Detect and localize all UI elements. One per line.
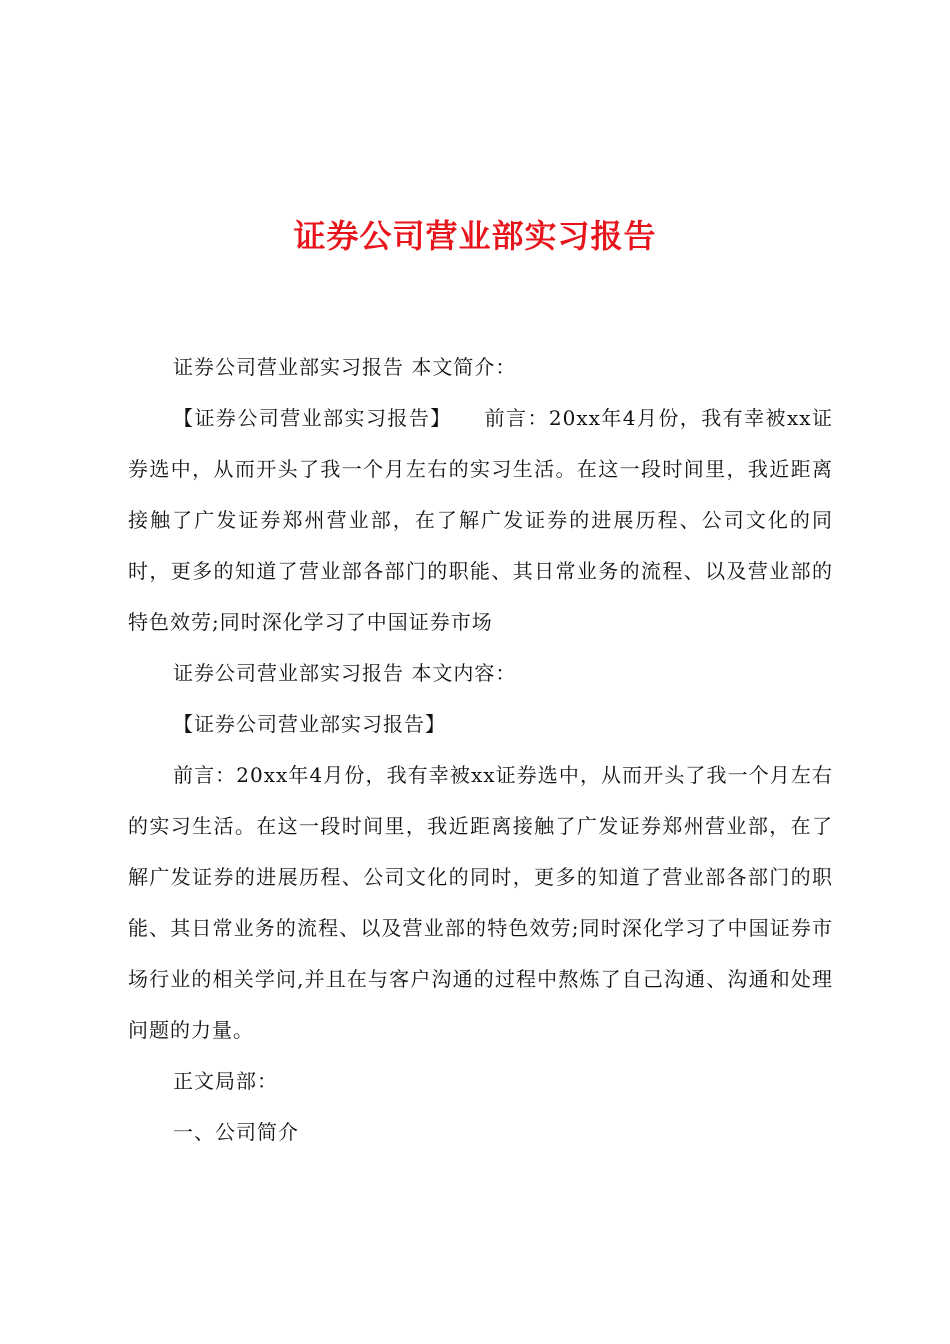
document-body <box>128 342 833 1158</box>
document-title: 证券公司营业部实习报告 <box>293 217 657 255</box>
paragraph-content-label: 证券公司营业部实习报告 本文内容： <box>173 661 517 685</box>
paragraph-main-section: 正文局部： <box>173 1069 278 1093</box>
paragraph-company-intro: 一、公司简介 <box>173 1120 299 1144</box>
paragraph-intro-summary: 【证券公司营业部实习报告】 前言：20xx年4月份，我有幸被xx证券选中，从而开头了我一个月左右的实习生活。在这一段时间里，我近距离接触了广发证券郑州营业部，在了解广发证券的进展历程、公司文化的同时，更多的知道了营业部各部门的职能、其日常业务的流程、以及营业部的特色效劳;同时深化学习了中国证券市场 <box>128 406 833 634</box>
paragraph-report-heading: 【证券公司营业部实习报告】 <box>173 712 446 736</box>
paragraph-intro-label: 证券公司营业部实习报告 本文简介： <box>173 355 517 379</box>
paragraph-preface: 前言：20xx年4月份，我有幸被xx证券选中，从而开头了我一个月左右的实习生活。在这一段时间里，我近距离接触了广发证券郑州营业部，在了解广发证券的进展历程、公司文化的同时，更多的知道了营业部各部门的职能、其日常业务的流程、以及营业部的特色效劳;同时深化学习了中国证券市场行业的相关学问,并且在与客户沟通的过程中熬炼了自己沟通、沟通和处理问题的力量。 <box>128 763 833 1042</box>
